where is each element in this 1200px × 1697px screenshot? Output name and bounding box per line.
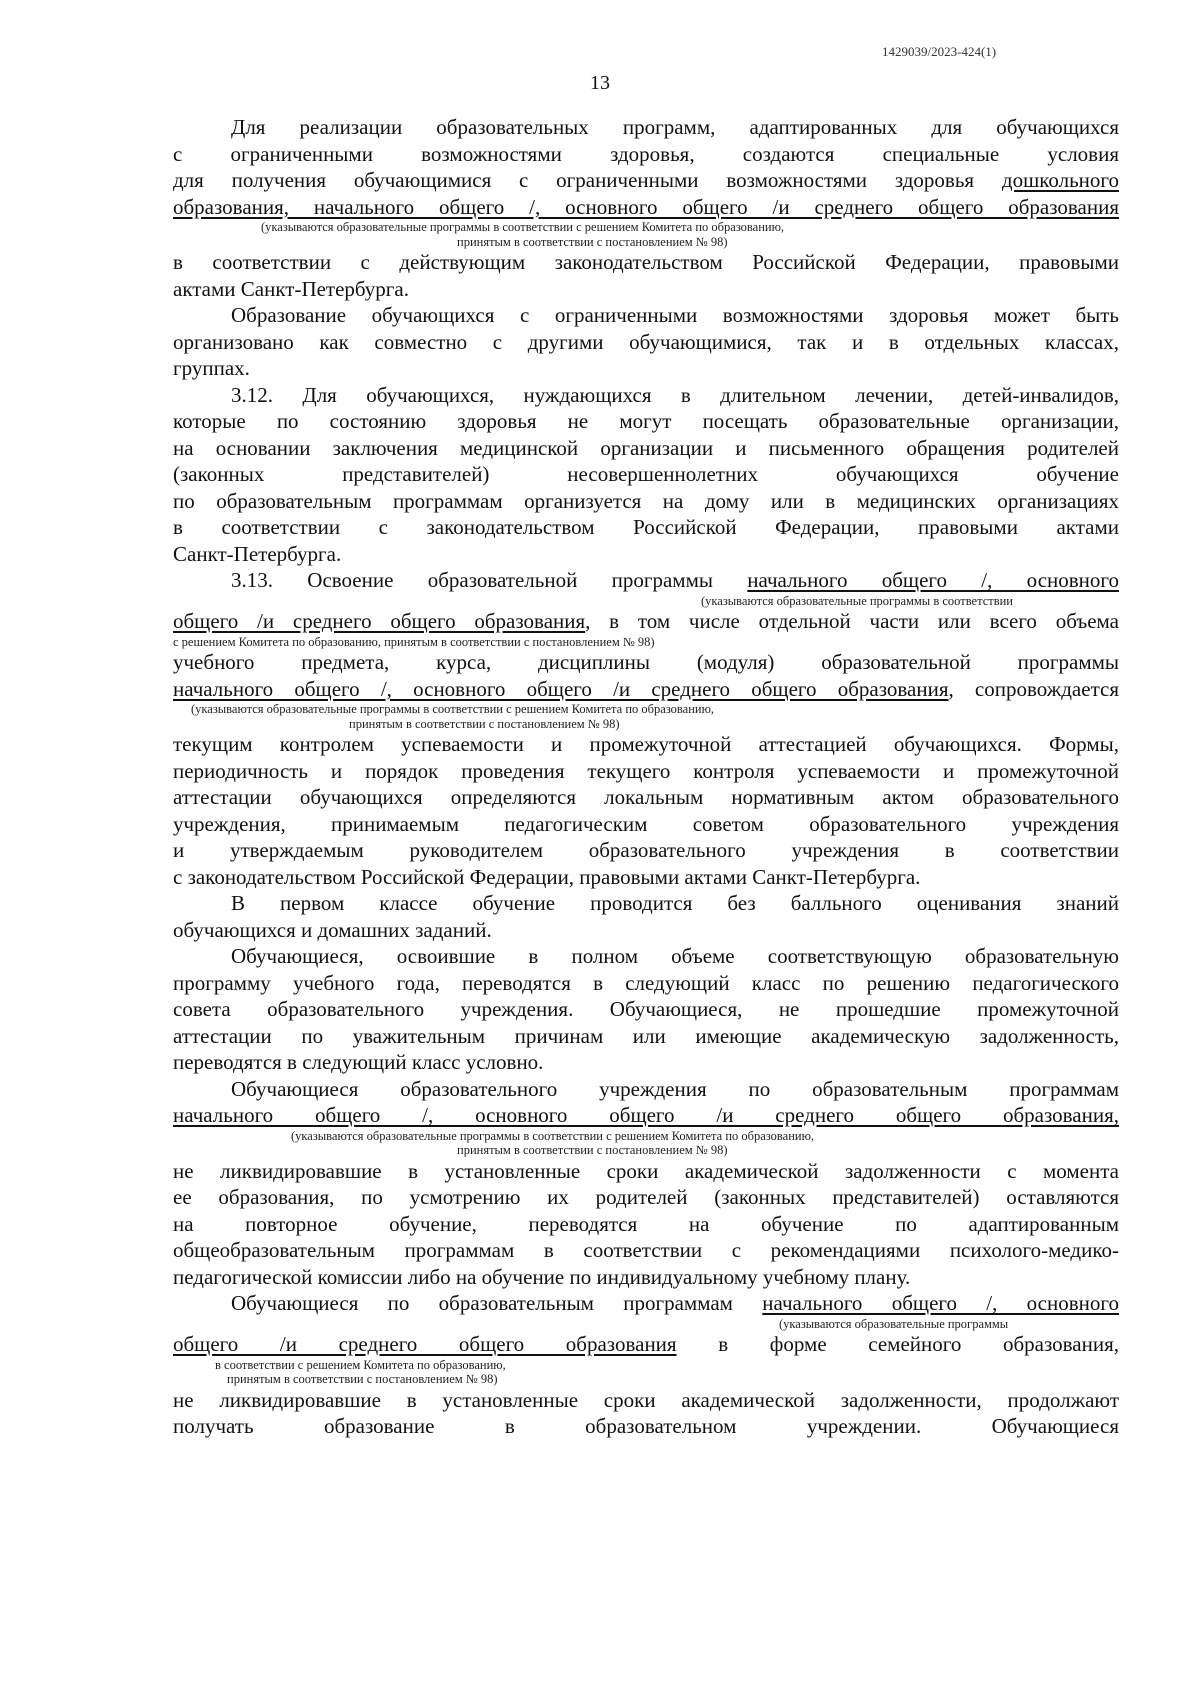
document-id: 1429039/2023-424(1) <box>882 44 997 59</box>
program-name-underlined: начального общего /, основного общего /и среднего общего образования <box>173 676 949 701</box>
text-line: не ликвидировавшие в установленные сроки академической задолженности с момента <box>173 1158 1119 1183</box>
footnote-hint: с решением Комитета по образованию, принятым в соответствии с постановлением № 98) <box>173 634 655 649</box>
footnote-hint: (указываются образовательные программы в соответствии <box>701 593 1013 608</box>
program-name-underlined: начального общего /, основного <box>762 1291 1119 1315</box>
text-line: аттестации по уважительным причинам или имеющие академическую задолженность, <box>173 1023 1119 1048</box>
text-line: учреждения, принимаемым педагогическим советом образовательного учреждения <box>173 811 1119 836</box>
text-line: Обучающиеся, освоившие в полном объеме соответствующую образовательную <box>231 944 1119 968</box>
text-line <box>173 608 1119 635</box>
text-line: организовано как совместно с другими обучающимися, так и в отдельных классах, <box>173 329 1119 354</box>
text-line <box>173 167 1119 194</box>
text-line: на основании заключения медицинской организации и письменного обращения родителей <box>173 435 1119 460</box>
footnote-hint: принятым в соответствии с постановлением № 98) <box>457 234 728 249</box>
text-line: аттестации обучающихся определяются локальным нормативным актом образовательного <box>173 785 1119 809</box>
text-line: программу учебного года, переводятся в следующий класс по решению педагогического <box>173 970 1119 995</box>
footnote-hint: принятым в соответствии с постановлением № 98) <box>349 716 620 731</box>
program-name-underlined: дошкольного <box>1001 168 1119 192</box>
text-line: педагогической комиссии либо на обучение по индивидуальному учебному плану. <box>173 1264 911 1289</box>
paragraph <box>173 943 1119 1076</box>
program-name-underlined: общего /и среднего общего образования <box>173 1332 677 1356</box>
text-line: которые по состоянию здоровья не могут посещать образовательные организации, <box>173 409 1119 433</box>
footnote-hint: принятым в соответствии с постановлением № 98) <box>227 1372 498 1386</box>
text-line: общеобразовательным программам в соответствии с рекомендациями психолого-медико- <box>173 1238 1119 1262</box>
footnote-hint: (указываются образовательные программы в соответствии с решением Комитета по образованию, <box>261 220 785 234</box>
text-line: на повторное обучение, переводятся на обучение по адаптированным <box>173 1211 1119 1236</box>
text-line: Обучающиеся образовательного учреждения по образовательным программам <box>231 1076 1119 1101</box>
text-line: и утверждаемым руководителем образовательного учреждения в соответствии <box>173 838 1119 862</box>
text-line: Санкт-Петербурга. <box>173 541 342 566</box>
text-line: получать образование в образовательном учреждении. Обучающиеся <box>173 1414 1119 1438</box>
text-line: 3.12. Для обучающихся, нуждающихся в длительном лечении, детей-инвалидов, <box>231 382 1119 407</box>
text-line: группах. <box>173 356 250 380</box>
text-line: ее образования, по усмотрению их родителей (законных представителей) оставляются <box>173 1185 1119 1209</box>
text-line: (законных представителей) несовершеннолетних обучающихся обучение <box>173 462 1119 486</box>
text-line: обучающихся и домашних заданий. <box>173 917 492 942</box>
paragraph <box>173 890 1119 943</box>
paragraph-3-13 <box>173 567 1119 890</box>
paragraph <box>173 1076 1119 1291</box>
text-line: Для реализации образовательных программ, адаптированных для обучающихся <box>231 115 1119 139</box>
page-number: 13 <box>590 72 610 94</box>
paragraph-3-12 <box>173 382 1119 568</box>
paragraph <box>173 302 1119 382</box>
program-name-underlined: начального общего /, основного общего /и среднего общего образования, <box>173 1103 1119 1127</box>
text-line <box>173 194 1119 221</box>
program-name-underlined: образования, начального общего /, основного общего /и среднего общего образования <box>173 194 1119 219</box>
footnote-hint: в соответствии с решением Комитета по образованию, <box>215 1357 506 1372</box>
text-fragment: , в том числе отдельной части или всего объема <box>585 609 1120 633</box>
text-line: Образование обучающихся с ограниченными возможностями здоровья может быть <box>231 303 1119 327</box>
program-name-underlined: начального общего /, основного <box>747 568 1119 592</box>
text-line: актами Санкт-Петербурга. <box>173 276 409 301</box>
paragraph <box>173 1290 1119 1440</box>
paragraph <box>173 114 1119 302</box>
text-fragment: Обучающиеся по образовательным программам <box>231 1291 763 1315</box>
text-line: по образовательным программам организуется на дому или в медицинских организациях <box>173 488 1119 513</box>
text-line: с законодательством Российской Федерации, правовыми актами Санкт-Петербурга. <box>173 864 921 889</box>
text-fragment: для получения обучающимися с ограниченными возможностями здоровья <box>173 168 1002 192</box>
text-line <box>173 567 1119 594</box>
text-line: в соответствии с действующим законодательством Российской Федерации, правовыми <box>173 250 1119 274</box>
document-body <box>173 114 1119 1440</box>
footnote-hint: (указываются образовательные программы в соответствии с решением Комитета по образованию, <box>191 702 715 716</box>
program-name-underlined: общего /и среднего общего образования <box>173 609 586 633</box>
text-line: переводятся в следующий класс условно. <box>173 1050 544 1074</box>
text-line <box>173 1290 1119 1317</box>
text-line: совета образовательного учреждения. Обучающиеся, не прошедшие промежуточной <box>173 997 1119 1021</box>
text-fragment: в форме семейного образования, <box>676 1332 1119 1356</box>
text-line <box>173 676 1119 703</box>
footnote-hint: принятым в соответствии с постановлением № 98) <box>457 1143 728 1157</box>
text-line <box>173 1331 1119 1358</box>
text-line: учебного предмета, курса, дисциплины (модуля) образовательной программы <box>173 650 1119 674</box>
text-line: в соответствии с законодательством Российской Федерации, правовыми актами <box>173 515 1119 539</box>
text-line: текущим контролем успеваемости и промежуточной аттестацией обучающихся. Формы, <box>173 732 1119 756</box>
text-line <box>173 1102 1119 1129</box>
text-line: с ограниченными возможностями здоровья, создаются специальные условия <box>173 141 1119 166</box>
text-fragment: , сопровождается <box>948 676 1119 701</box>
footnote-hint: (указываются образовательные программы <box>779 1316 1009 1331</box>
text-line: не ликвидировавшие в установленные сроки академической задолженности, продолжают <box>173 1387 1119 1412</box>
text-line: периодичность и порядок проведения текущего контроля успеваемости и промежуточной <box>173 758 1119 783</box>
text-fragment: 3.13. Освоение образовательной программы <box>231 568 748 592</box>
footnote-hint: (указываются образовательные программы в соответствии с решением Комитета по образованию, <box>291 1128 815 1143</box>
text-line: В первом классе обучение проводится без балльного оценивания знаний <box>231 891 1119 915</box>
